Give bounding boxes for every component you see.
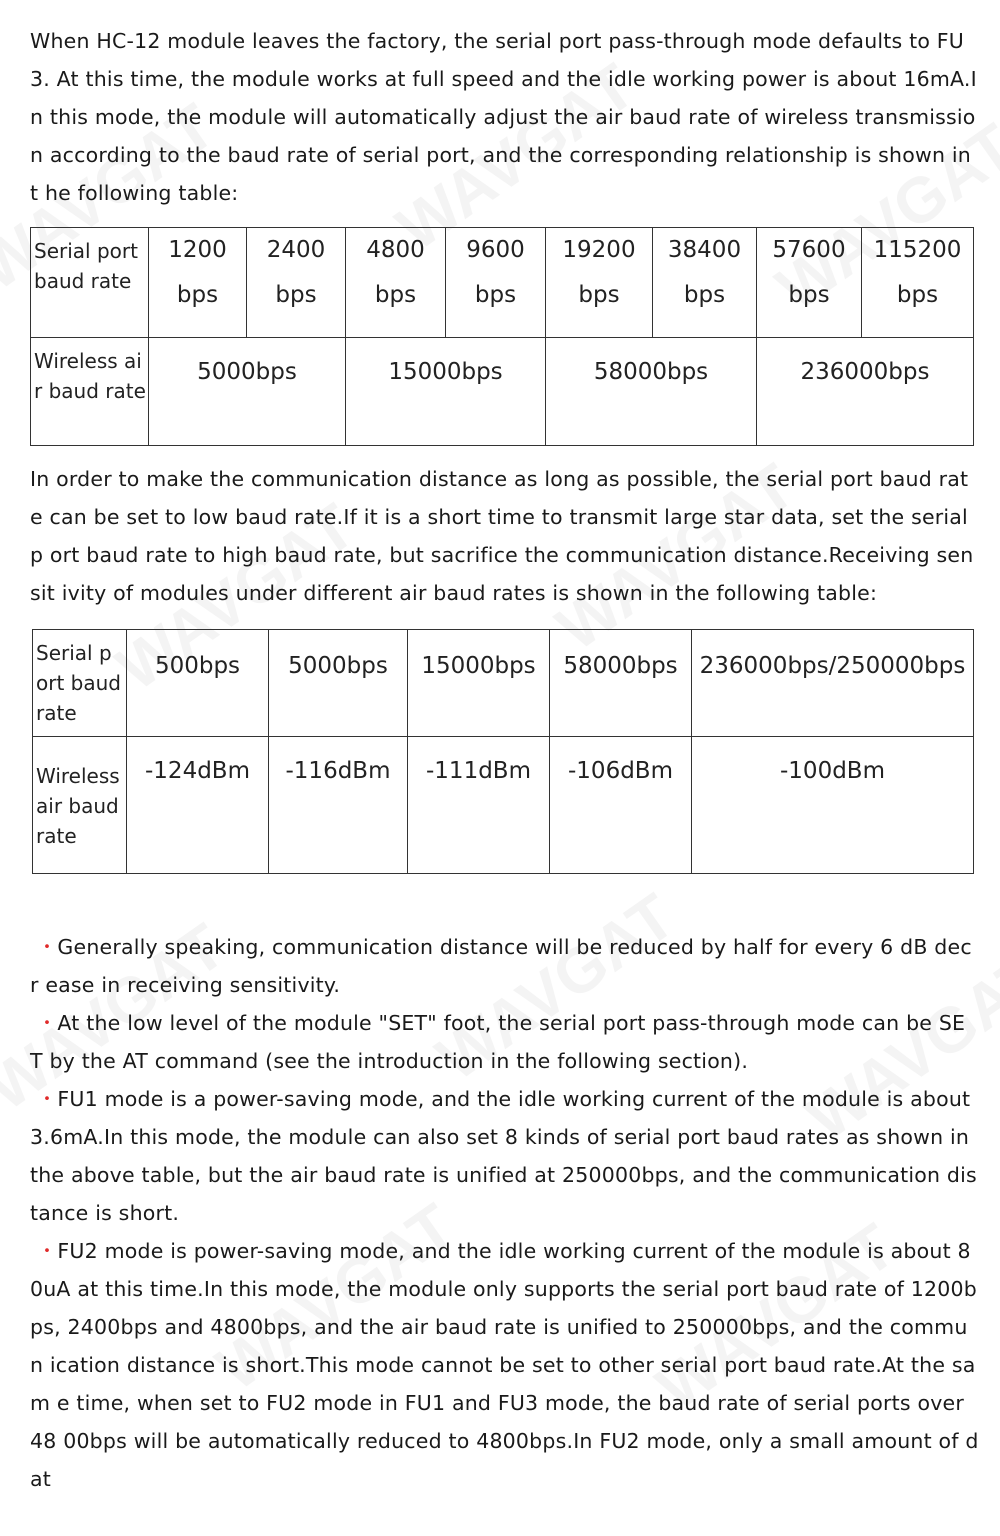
air-rate-cell: 15000bps [346, 338, 546, 446]
bullet-text: Generally speaking, communication distance will be reduced by half for every 6 dB decr ease in receiving sensitivity. [30, 935, 972, 997]
bullet-item [30, 1080, 984, 1232]
serial-rate-cell: 115200 bps [862, 228, 974, 338]
serial-rate-cell: 57600 bps [757, 228, 862, 338]
serial-rate-cell: 2400 bps [247, 228, 346, 338]
bullet-item [30, 928, 980, 1004]
intro-paragraph: When HC-12 module leaves the factory, the serial port pass-through mode defaults to FU3. At this time, the module works at full speed and the idle working power is about 16mA.In this mode, the module will automatically adjust the air baud rate of wireless transmission according to the baud rate of serial port, and the corresponding relationship is shown in t he following table: [30, 29, 978, 205]
air-rate-cell: 5000bps [149, 338, 346, 446]
wireless-air-baud-header: Wireless air baud rate [33, 737, 127, 874]
bullet-text: At the low level of the module "SET" foot, the serial port pass-through mode can be SE T by the AT command (see the introduction in the following section). [30, 1011, 972, 1073]
rate-cell: 58000bps [550, 630, 692, 737]
sensitivity-cell: -100dBm [692, 737, 974, 874]
serial-rate-cell: 9600 bps [446, 228, 546, 338]
serial-rate-cell: 19200 bps [546, 228, 653, 338]
rate-cell: 500bps [127, 630, 269, 737]
sensitivity-table [32, 629, 974, 874]
bullet-list [30, 890, 984, 1536]
bullet-item [30, 1004, 980, 1080]
bullet-item [30, 1232, 984, 1498]
bullet-text: FU1 mode is a power-saving mode, and the idle working current of the module is about 3.6mA.In this mode, the module can also set 8 kinds of serial port baud rates as shown in the above table, but the air baud rate is unified at 250000bps, and the communication dis tance is short. [30, 1087, 984, 1225]
rate-cell: 15000bps [408, 630, 550, 737]
sensitivity-cell: -116dBm [269, 737, 408, 874]
sensitivity-cell: -106dBm [550, 737, 692, 874]
serial-rate-cell: 38400 bps [653, 228, 757, 338]
wireless-air-baud-header: Wireless ai r baud rate [31, 338, 149, 446]
baud-rate-table [30, 227, 974, 446]
rate-cell: 5000bps [269, 630, 408, 737]
rate-cell: 236000bps/250000bps [692, 630, 974, 737]
bullet-marker: ・ [36, 935, 58, 959]
air-rate-cell: 236000bps [757, 338, 974, 446]
serial-port-baud-header: Serial port baud rate [31, 228, 149, 338]
serial-port-baud-header: Serial p ort baud rate [33, 630, 127, 737]
middle-paragraph: In order to make the communication distance as long as possible, the serial port baud rate can be set to low baud rate.If it is a short time to transmit large star data, set the serial p ort baud rate to high baud rate, but sacrifice the communication distance.Receiving sensit ivity of modules under different air baud rates is shown in the following table: [30, 467, 975, 605]
bullet-marker: ・ [36, 1011, 58, 1035]
serial-rate-cell: 1200 bps [149, 228, 247, 338]
serial-rate-cell: 4800 bps [346, 228, 446, 338]
bullet-text: FU2 mode is power-saving mode, and the idle working current of the module is about 8 0uA at this time.In this mode, the module only supports the serial port baud rate of 1200b ps, 2400bps and 4800bps, and the air baud rate is unified to 250000bps, and the commun ication distance is short.This mode cannot be set to other serial port baud rate.At the sam e time, when set to FU2 mode in FU1 and FU3 mode, the baud rate of serial ports over 48 00bps will be automatically reduced to 4800bps.In FU2 mode, only a small amount of dat [30, 1239, 984, 1491]
bullet-marker: ・ [36, 1239, 58, 1263]
air-rate-cell: 58000bps [546, 338, 757, 446]
sensitivity-cell: -124dBm [127, 737, 269, 874]
bullet-marker: ・ [36, 1087, 58, 1111]
sensitivity-cell: -111dBm [408, 737, 550, 874]
